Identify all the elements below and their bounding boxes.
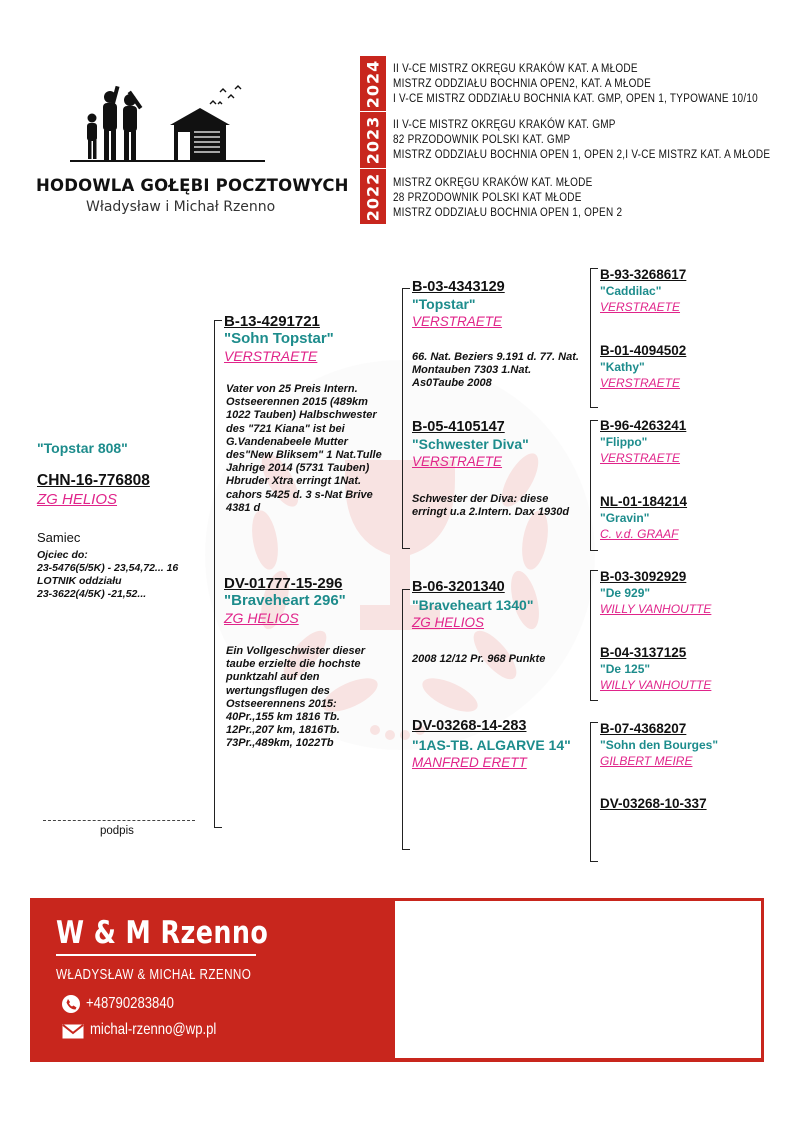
footer-blank-box xyxy=(395,901,761,1058)
achievement-2024-2: MISTRZ ODDZIAŁU BOCHNIA OPEN2, KAT. A MŁODE xyxy=(393,76,652,90)
subject-name: "Topstar 808" xyxy=(37,440,128,456)
bracket-sire-parents xyxy=(402,288,403,549)
gp-breeder: ZG HELIOS xyxy=(412,615,485,630)
ggp-ring: B-93-3268617 xyxy=(600,267,687,282)
subject-breeder: ZG HELIOS xyxy=(37,491,118,508)
ggp-breeder: WILLY VANHOUTTE xyxy=(600,678,712,692)
gp-name: "1AS-TB. ALGARVE 14" xyxy=(412,737,571,753)
sire-ring: B-13-4291721 xyxy=(224,313,320,330)
logo-silhouette xyxy=(70,80,270,170)
ggp-breeder: GILBERT MEIRE xyxy=(600,754,693,768)
achievement-2024-3: I V-CE MISTRZ ODDZIAŁU BOCHNIA KAT. GMP, OPEN 1, TYPOWANE 10/10 xyxy=(393,91,758,105)
achievement-2022-1: MISTRZ OKRĘGU KRAKÓW KAT. MŁODE xyxy=(393,175,593,189)
ggp-breeder: WILLY VANHOUTTE xyxy=(600,602,712,616)
dam-ring: DV-01777-15-296 xyxy=(224,575,343,592)
achievement-2024-1: II V-CE MISTRZ OKRĘGU KRAKÓW KAT. A MŁODE xyxy=(393,61,638,75)
sire-name: "Sohn Topstar" xyxy=(224,330,334,347)
gp-breeder: MANFRED ERETT xyxy=(412,755,527,770)
ggp-ring: B-03-3092929 xyxy=(600,569,687,584)
ggp-breeder: VERSTRAETE xyxy=(600,300,681,314)
bracket-dam-parents xyxy=(402,589,403,850)
gp-breeder: VERSTRAETE xyxy=(412,454,503,469)
subject-ring: CHN-16-776808 xyxy=(37,472,150,489)
ggp-name: "De 125" xyxy=(600,662,651,676)
bracket-ggp-4 xyxy=(590,722,591,862)
gp-ring: DV-03268-14-283 xyxy=(412,718,527,734)
footer-email[interactable]: michal-rzenno@wp.pl xyxy=(90,1021,217,1038)
footer-phone[interactable]: +48790283840 xyxy=(86,995,174,1012)
ggp-name: "Caddilac" xyxy=(600,284,662,298)
gp-note: Schwester der Diva: diese erringt u.a 2.Intern. Dax 1930d xyxy=(412,493,570,519)
signature-line xyxy=(43,820,195,821)
ggp-ring: B-07-4368207 xyxy=(600,721,687,736)
ggp-name: "Gravin" xyxy=(600,511,650,525)
ggp-ring: B-01-4094502 xyxy=(600,343,687,358)
achievement-2022-2: 28 PRZODOWNIK POLSKI KAT MŁODE xyxy=(393,190,582,204)
gp-ring: B-03-4343129 xyxy=(412,279,505,295)
bracket-ggp-3 xyxy=(590,570,591,701)
ggp-breeder: C. v.d. GRAAF xyxy=(600,527,679,541)
ggp-breeder: VERSTRAETE xyxy=(600,451,681,465)
gp-name: "Braveheart 1340" xyxy=(412,597,534,613)
gp-note: 66. Nat. Beziers 9.191 d. 77. Nat. Montauben 7303 1.Nat. As0Taube 2008 xyxy=(412,351,579,390)
achievement-2023-1: II V-CE MISTRZ OKRĘGU KRAKÓW KAT. GMP xyxy=(393,117,616,131)
sire-note: Vater von 25 Preis Intern. Ostseerennen 2015 (489km 1022 Tauben) Halbschwester des "721 Kiana" ist bei G.Vandenabeele Mutter des"New Bliksem" 1 Nat.Tulle Jahrige 2014 (5731 Tauben) Hbruder Xtra erringt 1Nat. cahors 5425 d. 3 s-Nat Brive 4381 d xyxy=(226,383,382,514)
achievement-2023-3: MISTRZ ODDZIAŁU BOCHNIA OPEN 1, OPEN 2,I V-CE MISTRZ KAT. A MŁODE xyxy=(393,147,771,161)
footer-subtitle: WŁADYSŁAW & MICHAŁ RZENNO xyxy=(56,966,252,983)
achievement-2022-3: MISTRZ ODDZIAŁU BOCHNIA OPEN 1, OPEN 2 xyxy=(393,205,623,219)
bracket-ggp-2 xyxy=(590,420,591,551)
signature-label: podpis xyxy=(100,825,134,837)
gp-name: "Topstar" xyxy=(412,296,476,312)
gp-ring: B-05-4105147 xyxy=(412,419,505,435)
phone-icon xyxy=(62,995,80,1013)
subject-sex: Samiec xyxy=(37,530,81,545)
footer-divider xyxy=(56,954,256,956)
ggp-ring: B-04-3137125 xyxy=(600,645,687,660)
gp-name: "Schwester Diva" xyxy=(412,436,529,452)
email-icon xyxy=(62,1024,84,1044)
footer-title: W & M Rzenno xyxy=(56,915,269,951)
gp-ring: B-06-3201340 xyxy=(412,579,505,595)
year-badge-2022: 2022 xyxy=(360,169,386,224)
dam-breeder: ZG HELIOS xyxy=(224,610,299,626)
year-badge-2023: 2023 xyxy=(360,112,386,168)
achievement-2023-2: 82 PRZODOWNIK POLSKI KAT. GMP xyxy=(393,132,571,146)
bracket-ggp-1 xyxy=(590,268,591,408)
bracket-parents xyxy=(214,320,215,828)
year-badge-2024: 2024 xyxy=(360,56,386,111)
dam-name: "Braveheart 296" xyxy=(224,592,346,609)
brand-subtitle: Władysław i Michał Rzenno xyxy=(86,199,276,215)
ggp-breeder: VERSTRAETE xyxy=(600,376,681,390)
ggp-name: "De 929" xyxy=(600,586,651,600)
gp-breeder: VERSTRAETE xyxy=(412,314,503,329)
ggp-ring: B-96-4263241 xyxy=(600,418,687,433)
brand-title: HODOWLA GOŁĘBI POCZTOWYCH xyxy=(36,176,349,195)
ggp-name: "Sohn den Bourges" xyxy=(600,738,719,752)
ggp-name: "Kathy" xyxy=(600,360,645,374)
subject-notes: Ojciec do: 23-5476(5/5K) - 23,54,72... 16 LOTNIK oddziału 23-3622(4/5K) -21,52... xyxy=(37,549,179,600)
gp-note: 2008 12/12 Pr. 968 Punkte xyxy=(412,653,546,665)
ggp-ring: NL-01-184214 xyxy=(600,494,688,509)
ggp-name: "Flippo" xyxy=(600,435,648,449)
ggp-ring: DV-03268-10-337 xyxy=(600,796,707,811)
dam-note: Ein Vollgeschwister dieser taube erzielte die hochste punktzahl auf den wertungsflugen des Ostseerennens 2015: 40Pr.,155 km 1816 Tb. 12Pr.,207 km, 1816Tb. 73Pr.,489km, 1022Tb xyxy=(226,645,365,750)
sire-breeder: VERSTRAETE xyxy=(224,348,318,364)
